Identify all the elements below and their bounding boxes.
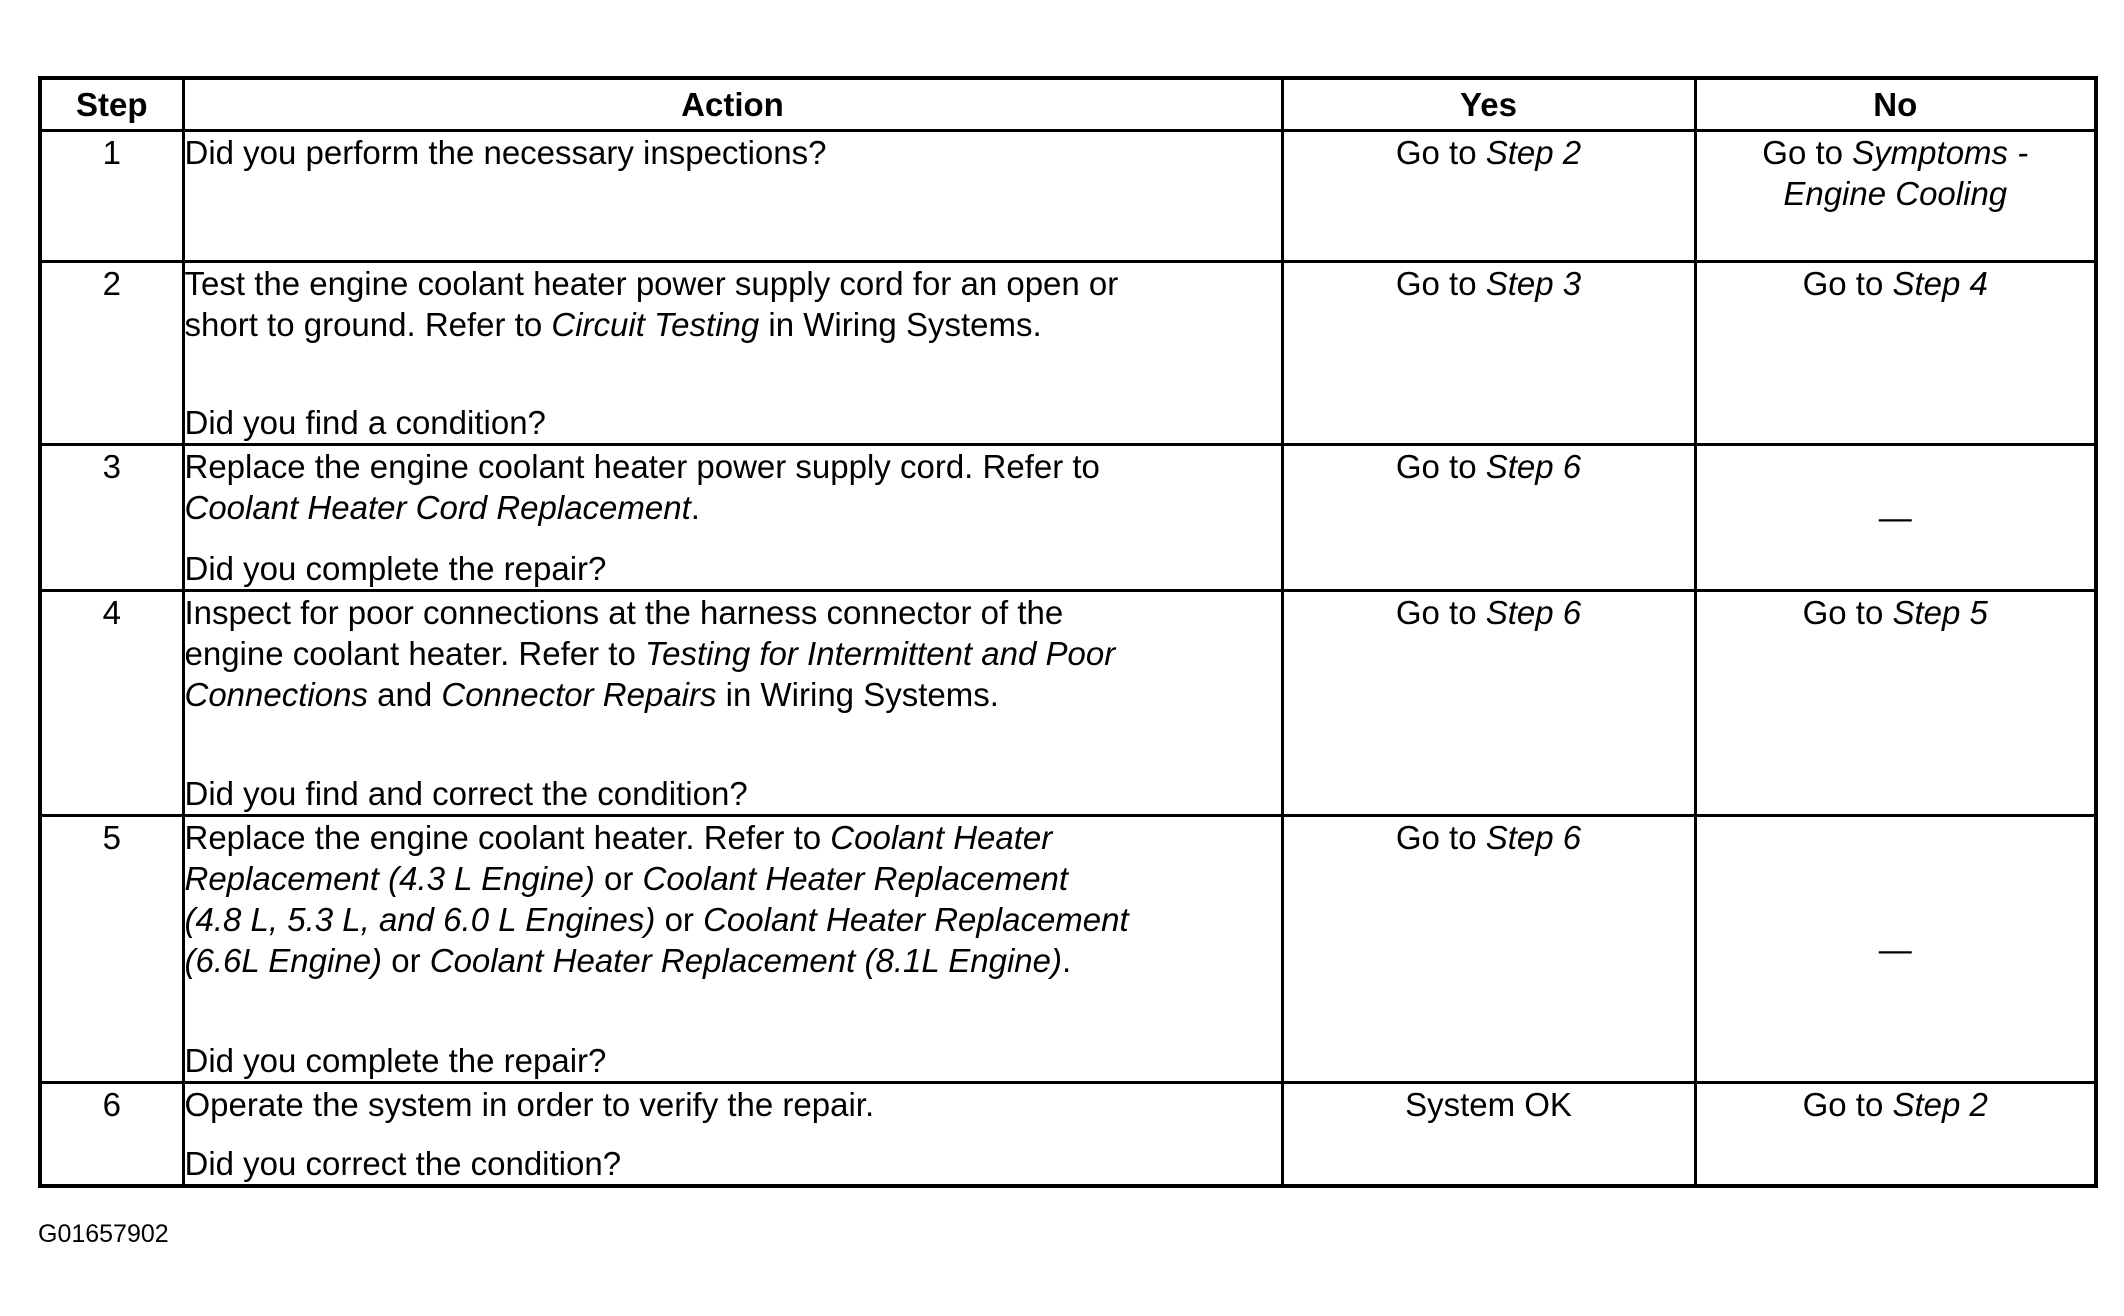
action-line	[185, 1084, 1281, 1125]
table-row	[40, 131, 2096, 262]
yes-text: Go to	[1395, 448, 1486, 485]
yes-text: Go to	[1395, 134, 1486, 171]
action-content	[185, 817, 1281, 1081]
table-row	[40, 1083, 2096, 1187]
yes-cell	[1282, 445, 1695, 591]
yes-step-link: Step 3	[1485, 265, 1582, 302]
action-reference: Connector Repairs	[441, 676, 717, 713]
header-row	[40, 78, 2096, 131]
action-description	[185, 263, 1281, 345]
table-row	[40, 816, 2096, 1083]
action-question: Did you find a condition?	[184, 404, 546, 441]
no-step-link: Step 4	[1892, 265, 1988, 302]
no-step-link: Step 2	[1892, 1086, 1988, 1123]
header-step: Step	[40, 78, 183, 131]
action-text: short to ground. Refer to	[184, 306, 552, 343]
action-cell	[183, 445, 1282, 591]
action-text: .	[1062, 942, 1072, 979]
action-line	[185, 674, 1281, 715]
no-cell	[1695, 591, 2096, 816]
action-description	[185, 1084, 1281, 1125]
no-step-link: Symptoms -	[1852, 134, 2029, 171]
step-number: 6	[40, 1083, 183, 1187]
step-number: 4	[40, 591, 183, 816]
no-text: Go to	[1762, 134, 1853, 171]
action-content	[185, 592, 1281, 814]
yes-step-link: Step 2	[1485, 134, 1582, 171]
action-line	[185, 263, 1281, 304]
figure-id: G01657902	[38, 1220, 169, 1248]
action-reference: Testing for Intermittent and Poor	[645, 635, 1116, 672]
yes-text: Go to	[1395, 819, 1486, 856]
yes-cell	[1282, 1083, 1695, 1187]
no-text: Go to	[1802, 594, 1893, 631]
action-text: or	[594, 860, 643, 897]
no-text: —	[1878, 499, 1912, 536]
table-row	[40, 445, 2096, 591]
action-cell	[183, 262, 1282, 445]
action-text: or	[655, 901, 704, 938]
action-text: in Wiring Systems.	[716, 676, 999, 713]
yes-text: Go to	[1395, 265, 1486, 302]
action-cell	[183, 591, 1282, 816]
yes-text: Go to	[1395, 594, 1486, 631]
diagnostic-table	[38, 76, 2098, 1188]
action-text: Did you perform the necessary inspections?	[184, 134, 827, 171]
action-line	[185, 304, 1281, 345]
action-text: engine coolant heater. Refer to	[184, 635, 645, 672]
action-line	[185, 132, 1281, 173]
action-line	[185, 858, 1281, 899]
action-line	[185, 592, 1281, 633]
action-reference: Circuit Testing	[551, 306, 760, 343]
no-line	[1697, 592, 2095, 633]
yes-cell	[1282, 262, 1695, 445]
action-cell	[183, 131, 1282, 262]
table-body	[40, 131, 2096, 1187]
action-content	[185, 132, 1281, 260]
yes-step-link: Step 6	[1485, 594, 1582, 631]
action-question: Did you find and correct the condition?	[184, 775, 748, 812]
action-text: Replace the engine coolant heater power supply cord. Refer to	[184, 448, 1100, 485]
action-text: and	[367, 676, 442, 713]
action-text: Inspect for poor connections at the harness connector of the	[184, 594, 1064, 631]
no-line	[1697, 497, 2095, 538]
no-line	[1697, 929, 2095, 970]
action-text: Operate the system in order to verify the repair.	[184, 1086, 875, 1123]
header-yes: Yes	[1282, 78, 1695, 131]
action-reference: Coolant Heater Replacement	[642, 860, 1069, 897]
no-step-link: Step 5	[1892, 594, 1988, 631]
yes-step-link: Step 6	[1485, 448, 1582, 485]
action-line	[185, 446, 1281, 487]
action-text: or	[382, 942, 430, 979]
yes-step-link: Step 6	[1485, 819, 1582, 856]
action-cell	[183, 816, 1282, 1083]
action-line	[185, 487, 1281, 528]
action-line	[185, 633, 1281, 674]
action-question: Did you correct the condition?	[184, 1145, 622, 1182]
step-number: 3	[40, 445, 183, 591]
action-description	[185, 592, 1281, 715]
action-cell	[183, 1083, 1282, 1187]
no-cell	[1695, 262, 2096, 445]
step-number: 1	[40, 131, 183, 262]
action-text: Replace the engine coolant heater. Refer to	[184, 819, 831, 856]
action-description	[185, 817, 1281, 981]
table-row	[40, 262, 2096, 445]
header-action: Action	[183, 78, 1282, 131]
step-number: 2	[40, 262, 183, 445]
action-text: in Wiring Systems.	[759, 306, 1042, 343]
action-content	[185, 1084, 1281, 1184]
no-line	[1697, 1084, 2095, 1125]
yes-text: System OK	[1405, 1086, 1572, 1123]
action-text: .	[690, 489, 700, 526]
action-reference: Coolant Heater Replacement (8.1L Engine)	[429, 942, 1063, 979]
no-text: Go to	[1802, 1086, 1893, 1123]
action-reference: (4.8 L, 5.3 L, and 6.0 L Engines)	[184, 901, 656, 938]
action-line	[185, 817, 1281, 858]
yes-cell	[1282, 816, 1695, 1083]
no-line	[1697, 132, 2095, 173]
no-line	[1697, 263, 2095, 304]
action-question: Did you complete the repair?	[184, 1042, 607, 1079]
no-cell	[1695, 445, 2096, 591]
no-cell	[1695, 1083, 2096, 1187]
action-question: Did you complete the repair?	[184, 550, 607, 587]
action-content	[185, 263, 1281, 443]
action-description	[185, 446, 1281, 528]
action-content	[185, 446, 1281, 589]
no-text: Go to	[1802, 265, 1893, 302]
step-number: 5	[40, 816, 183, 1083]
action-reference: Replacement (4.3 L Engine)	[184, 860, 595, 897]
action-reference: Coolant Heater Replacement	[703, 901, 1129, 938]
no-cell	[1695, 131, 2096, 262]
action-line	[185, 940, 1281, 981]
action-description	[185, 132, 1281, 173]
action-reference: Coolant Heater Cord Replacement	[184, 489, 691, 526]
no-cell	[1695, 816, 2096, 1083]
action-text: Test the engine coolant heater power supply cord for an open or	[184, 265, 1119, 302]
table-row	[40, 591, 2096, 816]
action-reference: (6.6L Engine)	[184, 942, 383, 979]
no-step-link: Engine Cooling	[1783, 175, 2008, 212]
action-reference: Coolant Heater	[830, 819, 1053, 856]
no-line	[1697, 173, 2095, 214]
yes-cell	[1282, 591, 1695, 816]
yes-cell	[1282, 131, 1695, 262]
header-no: No	[1695, 78, 2096, 131]
no-text: —	[1878, 930, 1912, 968]
action-line	[185, 899, 1281, 940]
action-reference: Connections	[184, 676, 368, 713]
